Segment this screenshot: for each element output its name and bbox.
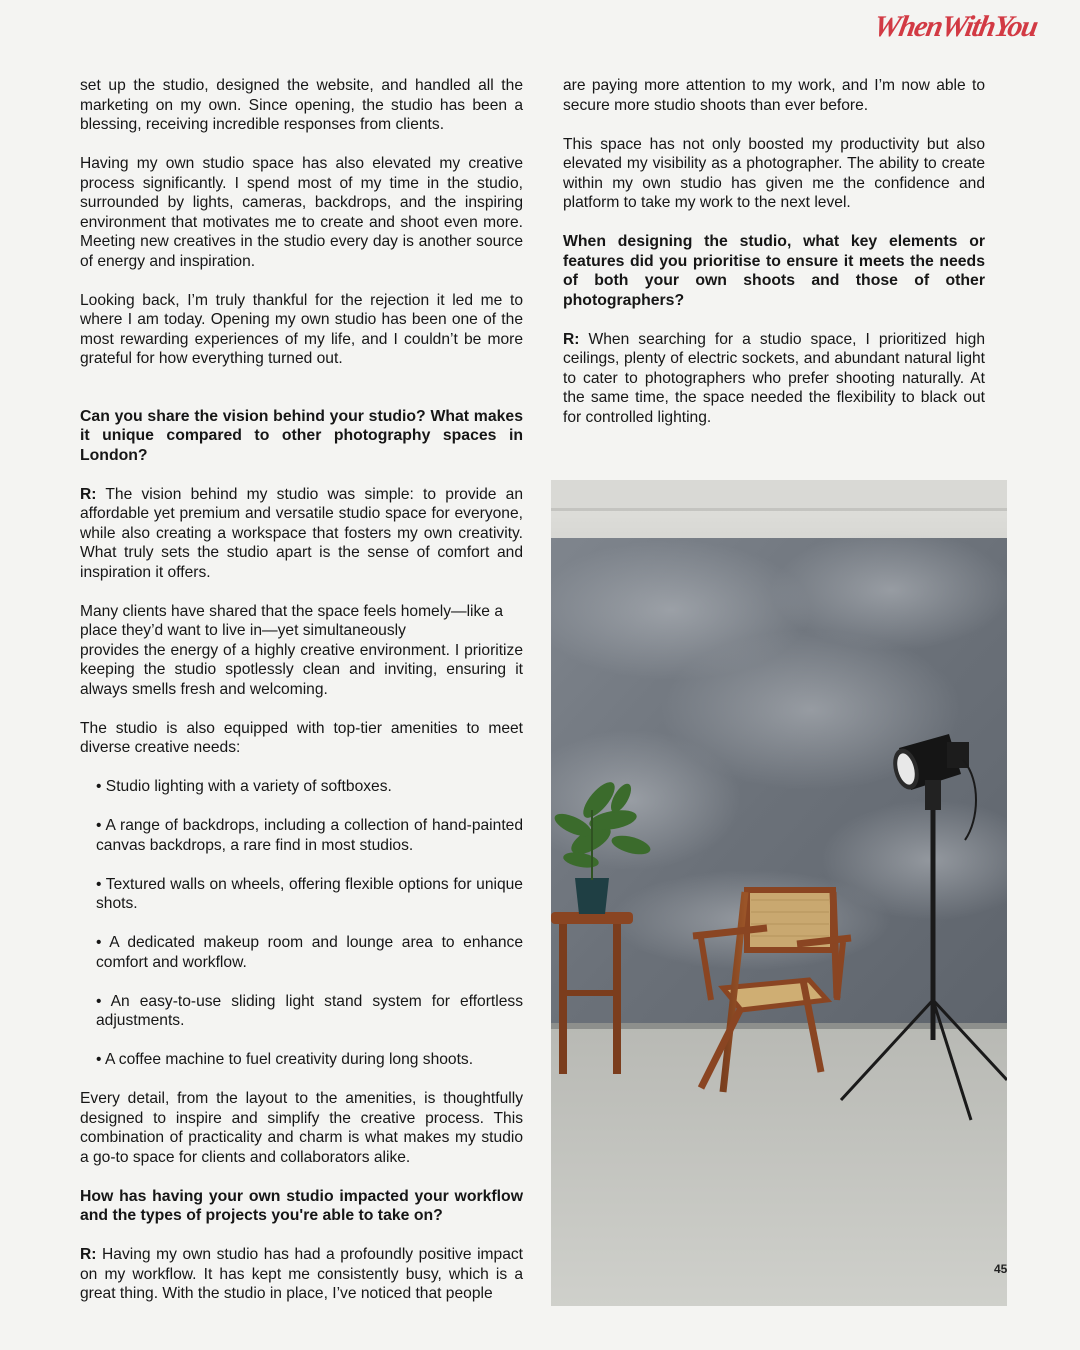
- paragraph: This space has not only boosted my productivity but also elevated my visibility as a photographer. The ability to create within my own studio has given me the confidence and platform to take my work to the next level.: [563, 135, 985, 211]
- answer-paragraph: [80, 485, 523, 583]
- list-item: • Studio lighting with a variety of softboxes.: [96, 777, 523, 797]
- answer-text: When searching for a studio space, I prioritized high ceilings, plenty of electric sockets, and abundant natural light to cater to photographers who prefer shooting naturally. At the same time, the space needed the flexibility to black out for controlled lighting.: [563, 330, 985, 426]
- list-item: • A dedicated makeup room and lounge area to enhance comfort and workflow.: [96, 933, 523, 972]
- paragraph: Looking back, I’m truly thankful for the rejection it led me to where I am today. Opening my own studio has been one of the most rewarding experiences of my life, and I couldn’t be more grateful for how everything turned out.: [80, 291, 523, 367]
- question-heading: Can you share the vision behind your studio? What makes it unique compared to other photography spaces in London?: [80, 407, 523, 464]
- paragraph-line: Many clients have shared that the space feels homely—like a place they’d want to live in—yet simultaneously: [80, 602, 503, 639]
- list-item: • An easy-to-use sliding light stand system for effortless adjustments.: [96, 992, 523, 1031]
- answer-paragraph: [563, 330, 985, 428]
- question-heading: When designing the studio, what key elements or features did you prioritise to ensure it meets the needs of both your own shoots and those of other photographers?: [563, 233, 985, 309]
- answer-text: The vision behind my studio was simple: to provide an affordable yet premium and versatile studio space for everyone, while also creating a workspace that fosters my own creativity. What truly sets the studio apart is the sense of comfort and inspiration it offers.: [80, 485, 523, 581]
- list-item: • Textured walls on wheels, offering flexible options for unique shots.: [96, 875, 523, 914]
- amenities-list: [80, 777, 523, 1070]
- paragraph: are paying more attention to my work, and I’m now able to secure more studio shoots than ever before.: [563, 77, 985, 114]
- right-column: [563, 76, 985, 447]
- answer-text: Having my own studio has had a profoundly positive impact on my workflow. It has kept me consistently busy, which is a great thing. With the studio in place, I’ve noticed that people: [80, 1246, 523, 1302]
- paragraph: Every detail, from the layout to the amenities, is thoughtfully designed to inspire and simplify the creative process. This combination of practicality and charm is what makes my studio a go-to space for clients and collaborators alike.: [80, 1090, 523, 1166]
- list-item: • A coffee machine to fuel creativity during long shoots.: [96, 1050, 523, 1070]
- studio-photo: [551, 480, 1007, 1306]
- paragraph-line: provides the energy of a highly creative environment. I prioritize keeping the studio spotlessly clean and inviting, ensuring it always smells fresh and welcoming.: [80, 641, 523, 698]
- paragraph: Having my own studio space has also elevated my creative process significantly. I spend most of my time in the studio, surrounded by lights, cameras, backdrops, and the inspiring environment that motivates me to create and shoot even more. Meeting new creatives in the studio every day is another source of energy and inspiration.: [80, 155, 523, 270]
- left-column: [80, 76, 523, 1323]
- answer-paragraph: [80, 1245, 523, 1304]
- brand-logo: WhenWithYou: [870, 10, 1039, 43]
- answer-label: R:: [563, 330, 580, 348]
- paragraph: set up the studio, designed the website, and handled all the marketing on my own. Since opening, the studio has been a blessing, receiving incredible responses from clients.: [80, 77, 523, 133]
- answer-label: R:: [80, 1246, 97, 1263]
- question-heading: How has having your own studio impacted your workflow and the types of projects you're able to take on?: [80, 1187, 523, 1224]
- list-item: • A range of backdrops, including a collection of hand-painted canvas backdrops, a rare find in most studios.: [96, 816, 523, 855]
- page-number: 45: [994, 1262, 1008, 1276]
- paragraph: [80, 602, 523, 700]
- paragraph: The studio is also equipped with top-tier amenities to meet diverse creative needs:: [80, 719, 523, 756]
- answer-label: R:: [80, 485, 97, 503]
